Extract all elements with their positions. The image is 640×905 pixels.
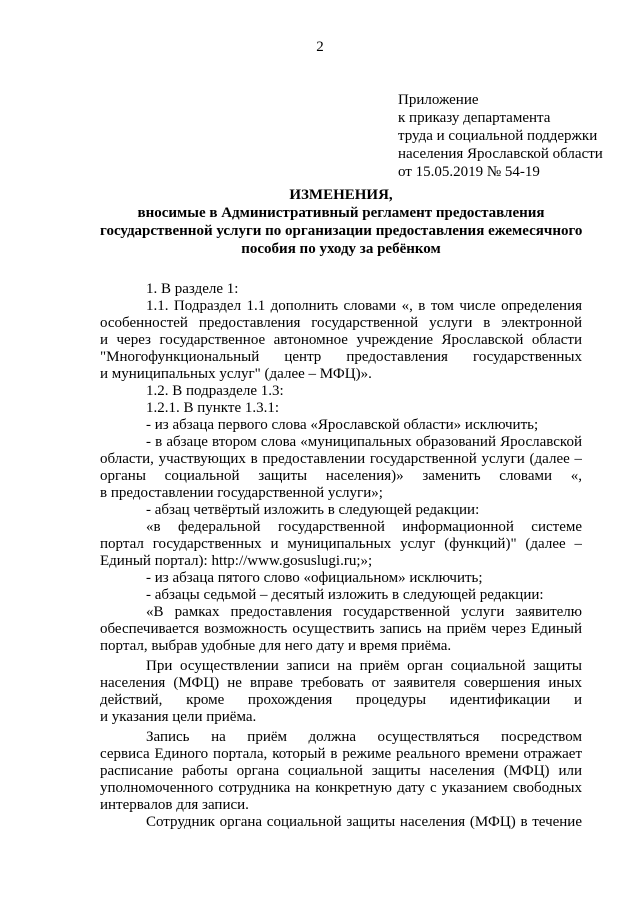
title-line: вносимые в Административный регламент предоставления [137,205,545,221]
body-line: особенностей предоставления государственной услуги в электронной [100,315,582,331]
title-line: государственной услуги по организации предоставления ежемесячного [100,223,583,239]
body-line: и муниципальных услуг" (далее – МФЦ)». [100,366,372,382]
appendix-line: труда и социальной поддержки [398,128,598,144]
appendix-line: населения Ярославской области [398,146,603,162]
appendix-block [398,91,638,181]
title-line: ИЗМЕНЕНИЯ, [289,187,393,203]
body-line: портал, выбрав удобные для него дату и время приёма. [100,638,452,654]
document-body [100,281,582,831]
appendix-line: к приказу департамента [398,110,551,126]
body-line: действий, кроме прохождения процедуры идентификации и [100,692,582,708]
body-line: 1.2.1. В пункте 1.3.1: [146,400,280,416]
body-line: - из абзаца пятого слово «официальном» исключить; [146,570,483,586]
body-line: уполномоченного сотрудника на конкретную дату с указанием свободных [100,780,582,796]
body-line: области, участвующих в предоставлении государственной услуги (далее – [100,451,582,467]
body-line: портал государственных и муниципальных услуг (функций)" (далее – [100,536,582,552]
body-line: При осуществлении записи на приём орган социальной защиты [146,658,582,674]
body-line: «В рамках предоставления государственной услуги заявителю [146,604,582,620]
body-line: населения (МФЦ) не вправе требовать от заявителя совершения иных [100,675,582,691]
body-line: Запись на приём должна осуществляться посредством [146,729,582,745]
body-line: 1.1. Подраздел 1.1 дополнить словами «, в том числе определения [146,298,582,314]
page-number: 2 [316,39,324,55]
body-line: «в федеральной государственной информационной системе [146,519,582,535]
appendix-line: от 15.05.2019 № 54-19 [398,164,540,180]
document-title [100,186,582,258]
body-line: "Многофункциональный центр предоставления государственных [100,349,582,365]
body-line: сервиса Единого портала, который в режиме реального времени отражает [100,746,582,762]
appendix-line: Приложение [398,92,479,108]
body-line: - абзац четвёртый изложить в следующей редакции: [146,502,480,518]
body-line: интервалов для записи. [100,797,249,813]
body-line: и через государственное автономное учреждение Ярославской области [100,332,582,348]
body-line: в предоставлении государственной услуги»; [100,485,383,501]
body-line: Единый портал): http://www.gosuslugi.ru;»; [100,553,373,569]
title-line: пособия по уходу за ребёнком [241,241,441,257]
body-line: - абзацы седьмой – десятый изложить в следующей редакции: [146,587,544,603]
body-line: - из абзаца первого слова «Ярославской области» исключить; [146,417,539,433]
body-line: органы социальной защиты населения)» заменить словами «, [100,468,582,484]
body-line: Сотрудник органа социальной защиты населения (МФЦ) в течение [146,814,582,830]
body-line: расписание работы органа социальной защиты населения (МФЦ) или [100,763,582,779]
body-line: 1.2. В подразделе 1.3: [146,383,284,399]
body-line: - в абзаце втором слова «муниципальных образований Ярославской [146,434,582,450]
body-line: и указания цели приёма. [100,709,257,725]
body-line: обеспечивается возможность осуществить запись на приём через Единый [100,621,582,637]
body-line: 1. В разделе 1: [146,281,239,297]
